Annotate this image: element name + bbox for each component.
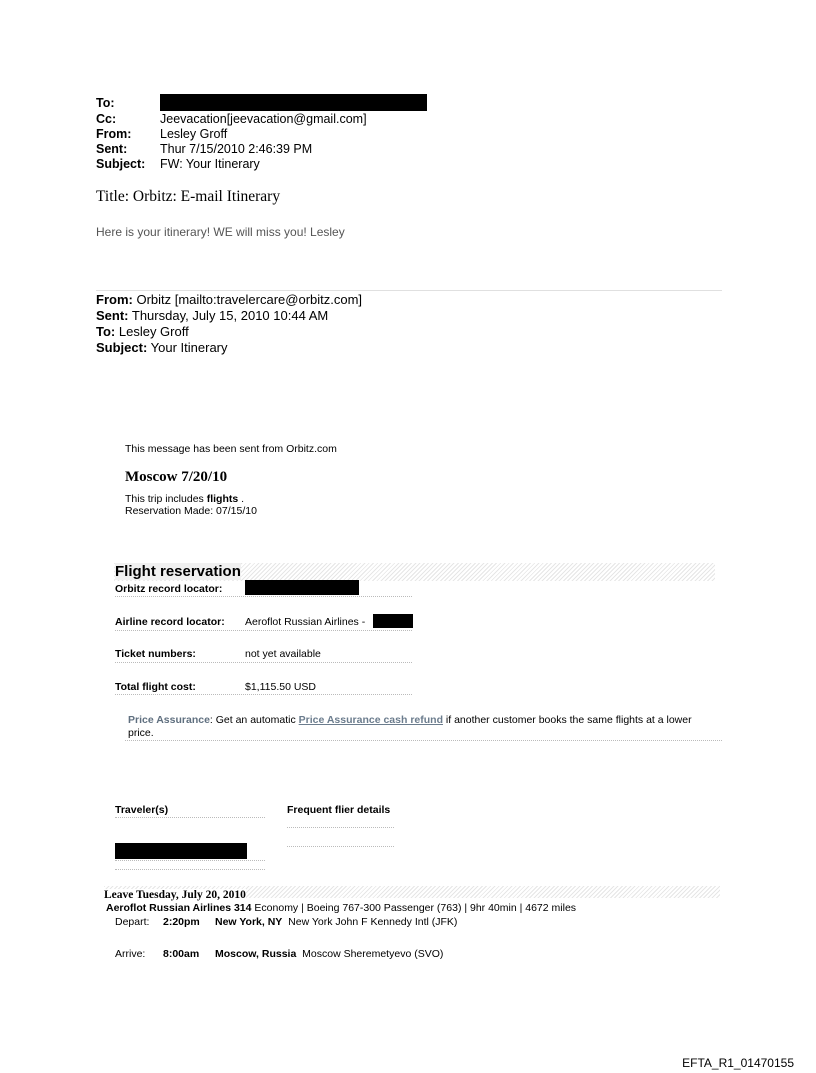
body-message: Here is your itinerary! WE will miss you! Lesley bbox=[96, 225, 345, 239]
depart-label: Depart: bbox=[115, 916, 150, 928]
price-assurance-note bbox=[128, 714, 720, 740]
redacted-block bbox=[160, 94, 427, 111]
arrive-row bbox=[115, 948, 443, 960]
row-divider bbox=[115, 694, 412, 695]
fwd-subject-label: Subject: bbox=[96, 340, 148, 355]
price-assurance-tail: if another customer books the same flights at a lower bbox=[442, 714, 692, 726]
depart-row bbox=[115, 916, 457, 928]
includes-flights: flights bbox=[206, 493, 239, 505]
row-divider bbox=[287, 827, 394, 828]
from-label: From: bbox=[96, 127, 132, 141]
cc-value: Jeevacation[jeevacation@gmail.com] bbox=[160, 112, 367, 126]
orbitz-locator-label: Orbitz record locator: bbox=[115, 583, 223, 595]
trip-title: Moscow 7/20/10 bbox=[125, 469, 228, 485]
total-cost-label: Total flight cost: bbox=[115, 681, 196, 693]
row-divider bbox=[115, 817, 265, 818]
fwd-sent-label: Sent: bbox=[96, 308, 129, 323]
subject-value: FW: Your Itinerary bbox=[160, 157, 260, 171]
to-label: To: bbox=[96, 96, 115, 110]
sent-from-orbitz: This message has been sent from Orbitz.com bbox=[125, 443, 337, 455]
fwd-from-value: Orbitz [mailto:travelercare@orbitz.com] bbox=[132, 292, 363, 307]
arrive-airport: Moscow Sheremetyevo (SVO) bbox=[302, 948, 444, 960]
total-cost-value: $1,115.50 USD bbox=[245, 681, 317, 693]
arrive-time: 8:00am bbox=[163, 948, 200, 960]
arrive-label: Arrive: bbox=[115, 948, 146, 960]
fwd-to-value: Lesley Groff bbox=[115, 324, 189, 339]
reservation-made: Reservation Made: 07/15/10 bbox=[125, 505, 257, 517]
flight-info bbox=[106, 902, 576, 914]
frequent-flier-header: Frequent flier details bbox=[287, 804, 391, 816]
from-value: Lesley Groff bbox=[160, 127, 228, 141]
price-assurance-text: : Get an automatic bbox=[209, 714, 299, 726]
fwd-subject-value: Your Itinerary bbox=[147, 340, 228, 355]
redacted-orbitz-locator bbox=[245, 580, 359, 595]
ticket-numbers-label: Ticket numbers: bbox=[115, 648, 196, 660]
redacted-traveler-name bbox=[115, 843, 247, 859]
redacted-airline-locator bbox=[373, 614, 413, 628]
sent-row bbox=[96, 142, 312, 157]
depart-time: 2:20pm bbox=[163, 916, 200, 928]
row-divider bbox=[115, 596, 412, 597]
fwd-from-label: From: bbox=[96, 292, 133, 307]
airline-locator-value: Aeroflot Russian Airlines - bbox=[245, 616, 366, 628]
price-assurance-label: Price Assurance bbox=[128, 714, 210, 726]
sent-label: Sent: bbox=[96, 142, 128, 156]
cc-label: Cc: bbox=[96, 112, 117, 126]
row-divider bbox=[115, 860, 265, 861]
cc-row bbox=[96, 112, 367, 127]
subject-row bbox=[96, 157, 260, 172]
row-divider bbox=[115, 662, 412, 663]
row-divider bbox=[287, 846, 394, 847]
traveler-header: Traveler(s) bbox=[115, 804, 169, 816]
subject-label: Subject: bbox=[96, 157, 146, 171]
flight-reservation-heading: Flight reservation bbox=[115, 563, 241, 580]
row-divider bbox=[115, 630, 412, 631]
includes-suffix: . bbox=[238, 493, 245, 505]
flight-details: Economy | Boeing 767-300 Passenger (763) | 9hr 40min | 4672 miles bbox=[251, 902, 577, 914]
leave-date: Leave Tuesday, July 20, 2010 bbox=[104, 889, 246, 901]
fwd-to-label: To: bbox=[96, 324, 116, 339]
row-divider bbox=[125, 740, 722, 741]
depart-airport: New York John F Kennedy Intl (JFK) bbox=[288, 916, 458, 928]
fwd-sent-value: Thursday, July 15, 2010 10:44 AM bbox=[128, 308, 329, 323]
price-assurance-tail2: price. bbox=[128, 727, 154, 739]
document-id: EFTA_R1_01470155 bbox=[682, 1056, 794, 1070]
title-line: Title: Orbitz: E-mail Itinerary bbox=[96, 188, 281, 205]
flight-reservation-heading-bar bbox=[114, 563, 715, 581]
arrive-city: Moscow, Russia bbox=[215, 948, 297, 960]
price-assurance-link[interactable]: Price Assurance cash refund bbox=[298, 714, 443, 726]
from-row bbox=[96, 127, 227, 142]
ticket-numbers-value: not yet available bbox=[245, 648, 321, 660]
trip-summary bbox=[125, 493, 257, 517]
forwarded-header bbox=[96, 292, 362, 356]
flight-name: Aeroflot Russian Airlines 314 bbox=[106, 902, 252, 914]
leave-date-bar bbox=[104, 886, 720, 901]
to-row bbox=[96, 96, 160, 111]
divider bbox=[96, 290, 722, 291]
sent-value: Thur 7/15/2010 2:46:39 PM bbox=[160, 142, 313, 156]
airline-locator-label: Airline record locator: bbox=[115, 616, 225, 628]
depart-city: New York, NY bbox=[215, 916, 283, 928]
row-divider bbox=[115, 869, 265, 870]
includes-prefix: This trip includes bbox=[125, 493, 207, 505]
